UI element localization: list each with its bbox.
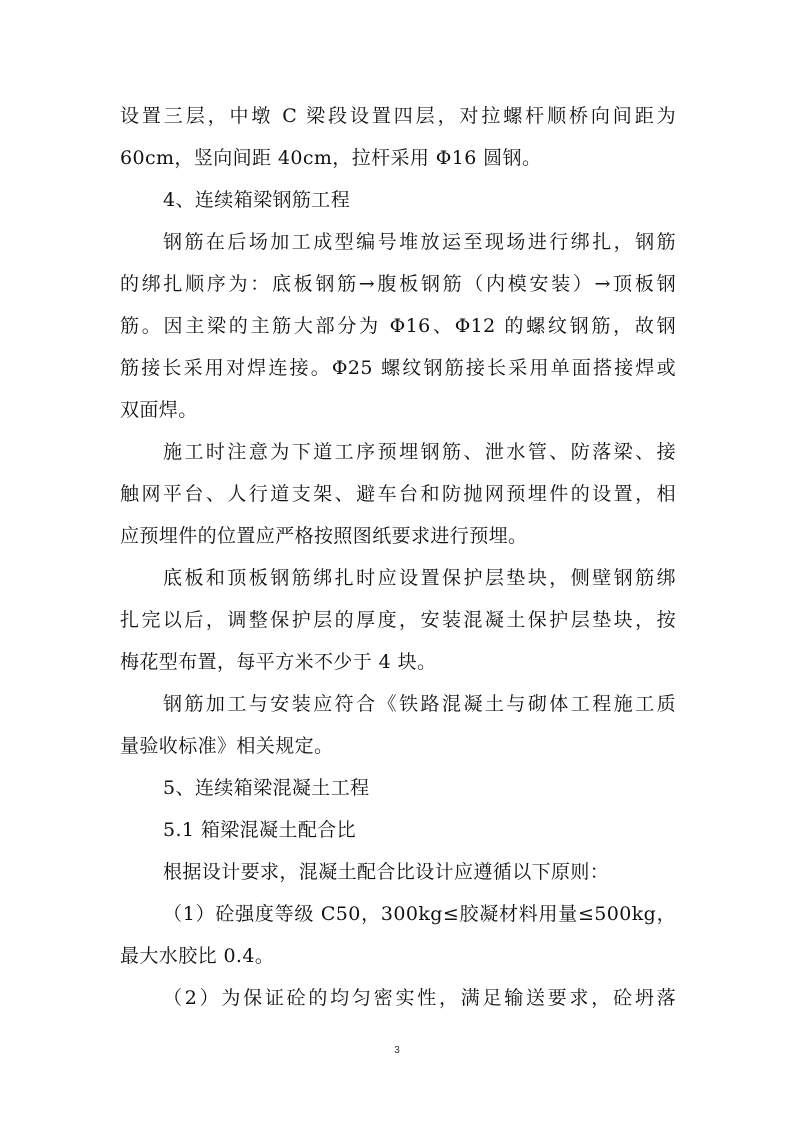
paragraph-line: 的绑扎顺序为：底板钢筋→腹板钢筋（内模安装）→顶板钢 bbox=[120, 273, 676, 295]
paragraph-line: 筋接长采用对焊连接。Φ25 螺纹钢筋接长采用单面搭接焊或 bbox=[120, 357, 676, 379]
paragraph-line: 应预埋件的位置应严格按照图纸要求进行预埋。 bbox=[120, 525, 528, 547]
list-item-line: （1）砼强度等级 C50，300kg≤胶凝材料用量≤500kg， bbox=[163, 903, 676, 925]
page-number: 3 bbox=[394, 1045, 400, 1056]
paragraph-line: 触网平台、人行道支架、避车台和防抛网预埋件的设置，相 bbox=[120, 483, 676, 505]
paragraph-line: 根据设计要求，混凝土配合比设计应遵循以下原则： bbox=[163, 861, 610, 883]
paragraph-line: 梅花型布置，每平方米不少于 4 块。 bbox=[120, 651, 437, 673]
paragraph-line: 设置三层，中墩 C 梁段设置四层，对拉螺杆顺桥向间距为 bbox=[120, 105, 676, 127]
paragraph-line: 量验收标准》相关规定。 bbox=[120, 735, 334, 757]
section-heading: 4、连续箱梁钢筋工程 bbox=[163, 189, 351, 211]
list-item-line: 最大水胶比 0.4。 bbox=[120, 945, 275, 967]
subsection-heading: 5.1 箱梁混凝土配合比 bbox=[163, 819, 357, 841]
paragraph-line: 钢筋在后场加工成型编号堆放运至现场进行绑扎，钢筋 bbox=[163, 231, 676, 253]
paragraph-line: 60cm，竖向间距 40cm，拉杆采用 Φ16 圆钢。 bbox=[120, 147, 542, 169]
paragraph-line: 底板和顶板钢筋绑扎时应设置保护层垫块，侧壁钢筋绑 bbox=[163, 567, 676, 589]
paragraph-line: 双面焊。 bbox=[120, 399, 198, 421]
section-heading: 5、连续箱梁混凝土工程 bbox=[163, 777, 370, 799]
paragraph-line: 扎完以后，调整保护层的厚度，安装混凝土保护层垫块，按 bbox=[120, 609, 676, 631]
paragraph-line: 施工时注意为下道工序预埋钢筋、泄水管、防落梁、接 bbox=[163, 441, 676, 463]
paragraph-line: 钢筋加工与安装应符合《铁路混凝土与砌体工程施工质 bbox=[163, 693, 676, 715]
list-item-line: （2）为保证砼的均匀密实性，满足输送要求，砼坍落 bbox=[163, 987, 676, 1009]
paragraph-line: 筋。因主梁的主筋大部分为 Φ16、Φ12 的螺纹钢筋，故钢 bbox=[120, 315, 676, 337]
